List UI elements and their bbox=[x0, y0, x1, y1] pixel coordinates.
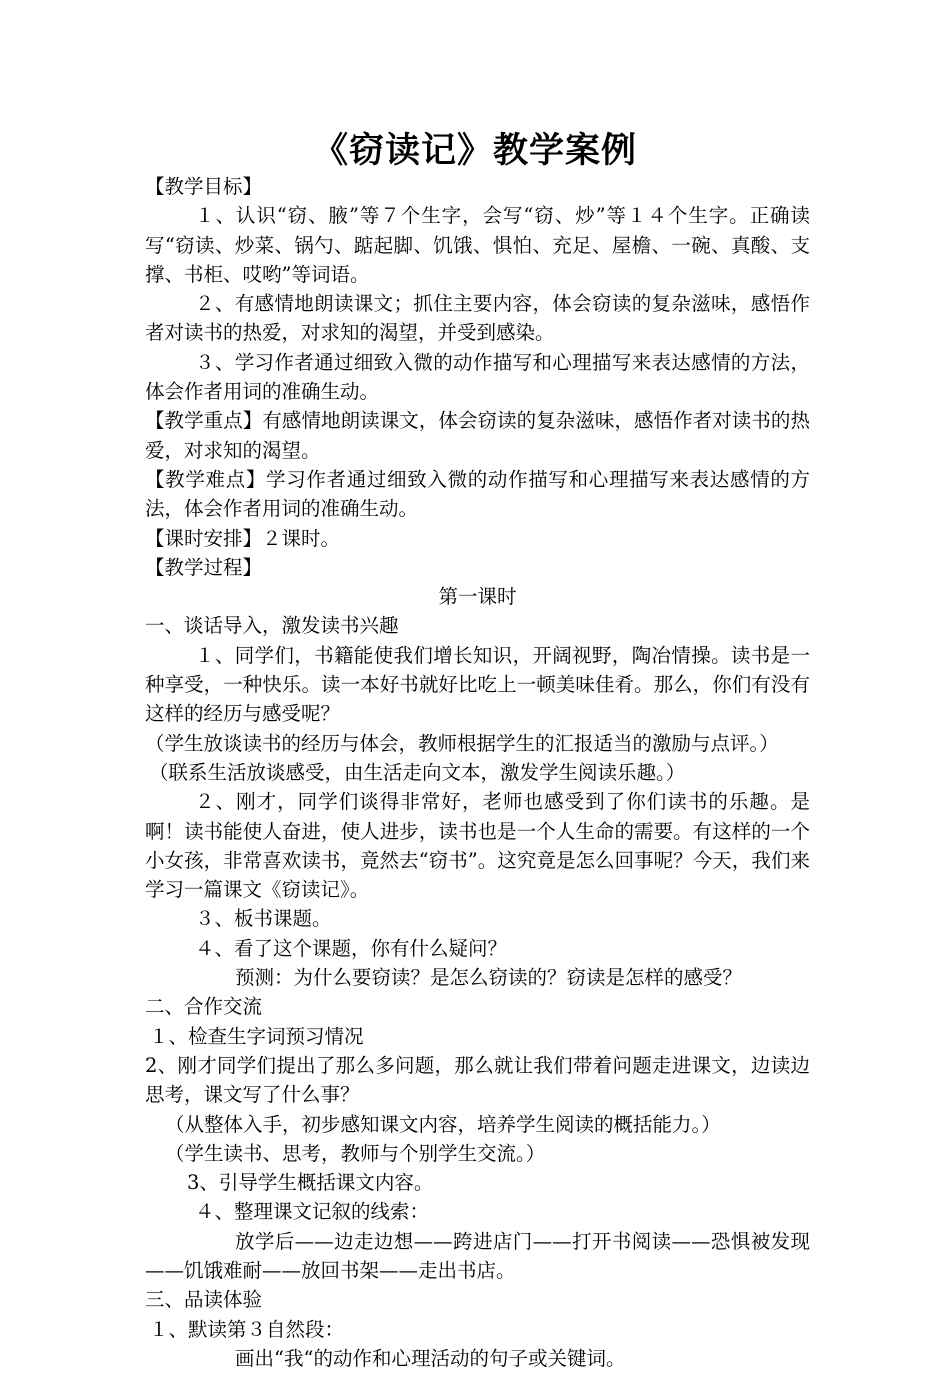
paragraph: ４、看了这个课题，你有什么疑问？ bbox=[195, 936, 508, 960]
paragraph: ２、有感情地朗读课文；抓住主要内容，体会窃读的复杂滋味，感悟作者对读书的热爱，对求知的渴望，并受到感染。 bbox=[145, 292, 810, 345]
section-heading: 一、谈话导入，激发读书兴趣 bbox=[145, 614, 399, 638]
paragraph: （学生读书、思考，教师与个别学生交流。） bbox=[165, 1141, 546, 1165]
section-heading: 二、合作交流 bbox=[145, 995, 263, 1019]
paragraph: ３、学习作者通过细致入微的动作描写和心理描写来表达感情的方法，体会作者用词的准确生动。 bbox=[145, 350, 810, 404]
paragraph: 预测：为什么要窃读？是怎么窃读的？窃读是怎样的感受？ bbox=[235, 966, 743, 990]
paragraph: 画出“我“的动作和心理活动的句子或关键词。 bbox=[235, 1346, 626, 1370]
paragraph: 【教学重点】有感情地朗读课文，体会窃读的复杂滋味，感悟作者对读书的热爱，对求知的渴望。 bbox=[145, 409, 810, 462]
paragraph: 【教学难点】学习作者通过细致入微的动作描写和心理描写来表达感情的方法，体会作者用词的准确生动。 bbox=[145, 467, 810, 521]
paragraph: 【课时安排】２课时。 bbox=[145, 526, 341, 550]
paragraph: ２、刚才，同学们谈得非常好，老师也感受到了你们读书的乐趣。是啊！读书能使人奋进，使人进步，读书也是一个人生命的需要。有这样的一个小女孩，非常喜欢读书，竟然去“窃书”。这究竟是怎么回事呢？今天，我们来学习一篇课文《窃读记》。 bbox=[145, 790, 810, 902]
document-body bbox=[145, 172, 810, 1373]
paragraph: （学生放谈读书的经历与体会，教师根据学生的汇报适当的激励与点评。） bbox=[145, 731, 779, 755]
paragraph: １、同学们，书籍能使我们增长知识，开阔视野，陶冶情操。读书是一种享受，一种快乐。读一本好书就好比吃上一顿美味佳肴。那么，你们有没有这样的经历与感受呢？ bbox=[145, 643, 810, 726]
paragraph: 2、刚才同学们提出了那么多问题，那么就让我们带着问题走进课文，边读边思考，课文写了什么事？ bbox=[145, 1053, 810, 1107]
paragraph: ４、整理课文记叙的线索： bbox=[195, 1200, 430, 1224]
paragraph: （从整体入手，初步感知课文内容，培养学生阅读的概括能力。） bbox=[165, 1112, 721, 1136]
document-title: 《窃读记》教学案例 bbox=[312, 130, 637, 171]
paragraph: １、认识“窃、腋”等７个生字，会写“窃、炒”等１４个生字。正确读写“窃读、炒菜、锅勺、踮起脚、饥饿、惧怕、充足、屋檐、一碗、真酸、支撑、书柜、哎哟”等词语。 bbox=[145, 204, 810, 286]
section-heading: 【教学过程】 bbox=[145, 555, 263, 579]
paragraph: ３、板书课题。 bbox=[195, 907, 332, 931]
paragraph: １、默读第３自然段： bbox=[149, 1317, 345, 1341]
lesson-heading: 第一课时 bbox=[438, 585, 517, 609]
section-heading: 三、品读体验 bbox=[145, 1288, 263, 1312]
paragraph: 放学后——边走边想——跨进店门——打开书阅读——恐惧被发现——饥饿难耐——放回书架——走出书店。 bbox=[145, 1229, 810, 1282]
section-heading: 【教学目标】 bbox=[145, 175, 263, 198]
paragraph: 3、引导学生概括课文内容。 bbox=[187, 1171, 434, 1195]
paragraph: （联系生活放谈感受，由生活走向文本，激发学生阅读乐趣。） bbox=[149, 760, 686, 784]
paragraph: １、检查生字词预习情况 bbox=[149, 1024, 364, 1048]
